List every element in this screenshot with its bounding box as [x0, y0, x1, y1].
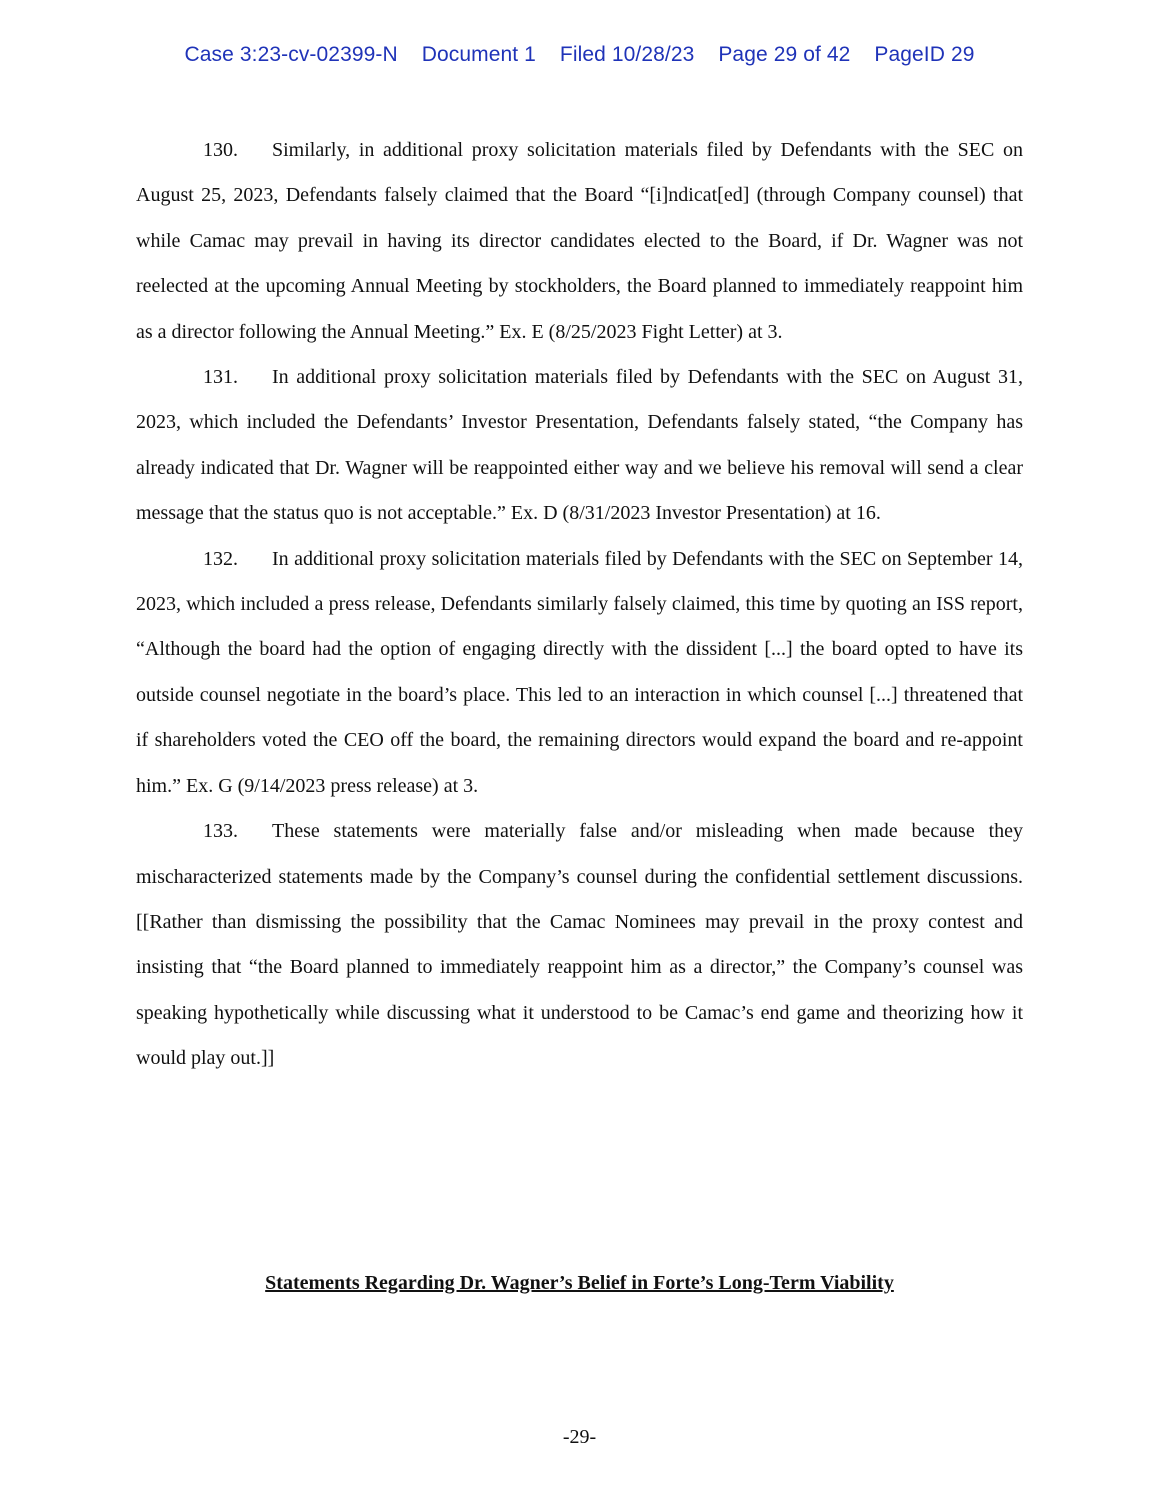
court-filing-header: [0, 43, 1159, 67]
paragraph-number: 130.: [203, 139, 238, 161]
paragraph-number: 133.: [203, 820, 238, 843]
paragraph-text: In additional proxy solicitation materials filed by Defendants with the SEC on August 31, 2023, which included the Defendants’ Investor Presentation, Defendants falsely stated, “the Company has already indicated that Dr. Wagner will be reappointed either way and we believe his removal will send a clear message that the status quo is not acceptable.” Ex. D (8/31/2023 Investor Presentation) at 16.: [136, 366, 1023, 525]
page-number-footer: -29-: [562, 1426, 597, 1448]
paragraph-133: [136, 809, 1023, 1081]
paragraph-number: 131.: [203, 366, 238, 389]
paragraph-text: These statements were materially false and/or misleading when made because they mischaracterized statements made by the Company’s counsel during the confidential settlement discussions. [[Rather than dismissing the possibility that the Camac Nominees may prevail in the proxy contest and insisting that “the Board planned to immediately reappoint him as a director,” the Company’s counsel was speaking hypothetically while discussing what it understood to be Camac’s end game and theorizing how it would play out.]]: [136, 820, 1023, 1070]
section-heading: Statements Regarding Dr. Wagner’s Belief in Forte’s Long-Term Viability: [265, 1272, 894, 1294]
paragraph-130: [136, 128, 1023, 355]
page-count: Page 29 of 42: [718, 43, 851, 66]
paragraph-number: 132.: [203, 547, 238, 570]
document-number: Document 1: [421, 43, 536, 66]
paragraph-text: Similarly, in additional proxy solicitation materials filed by Defendants with the SEC on August 25, 2023, Defendants falsely claimed that the Board “[i]ndicat[ed] (through Company counsel) that while Camac may prevail in having its director candidates elected to the Board, if Dr. Wagner was not reelected at the upcoming Annual Meeting by stockholders, the Board planned to immediately reappoint him as a director following the Annual Meeting.” Ex. E (8/25/2023 Fight Letter) at 3.: [136, 139, 1023, 343]
document-body: [136, 128, 1023, 1082]
page-id: PageID 29: [874, 43, 975, 66]
paragraph-132: [136, 537, 1023, 809]
case-number: Case 3:23-cv-02399-N: [184, 43, 398, 66]
paragraph-text: In additional proxy solicitation materials filed by Defendants with the SEC on September 14, 2023, which included a press release, Defendants similarly falsely claimed, this time by quoting an ISS report, “Although the board had the option of engaging directly with the dissident [...] the board opted to have its outside counsel negotiate in the board’s place. This led to an interaction in which counsel [...] threatened that if shareholders voted the CEO off the board, the remaining directors would expand the board and re-appoint him.” Ex. G (9/14/2023 press release) at 3.: [136, 547, 1023, 797]
filed-date: Filed 10/28/23: [559, 43, 695, 66]
paragraph-131: [136, 355, 1023, 537]
